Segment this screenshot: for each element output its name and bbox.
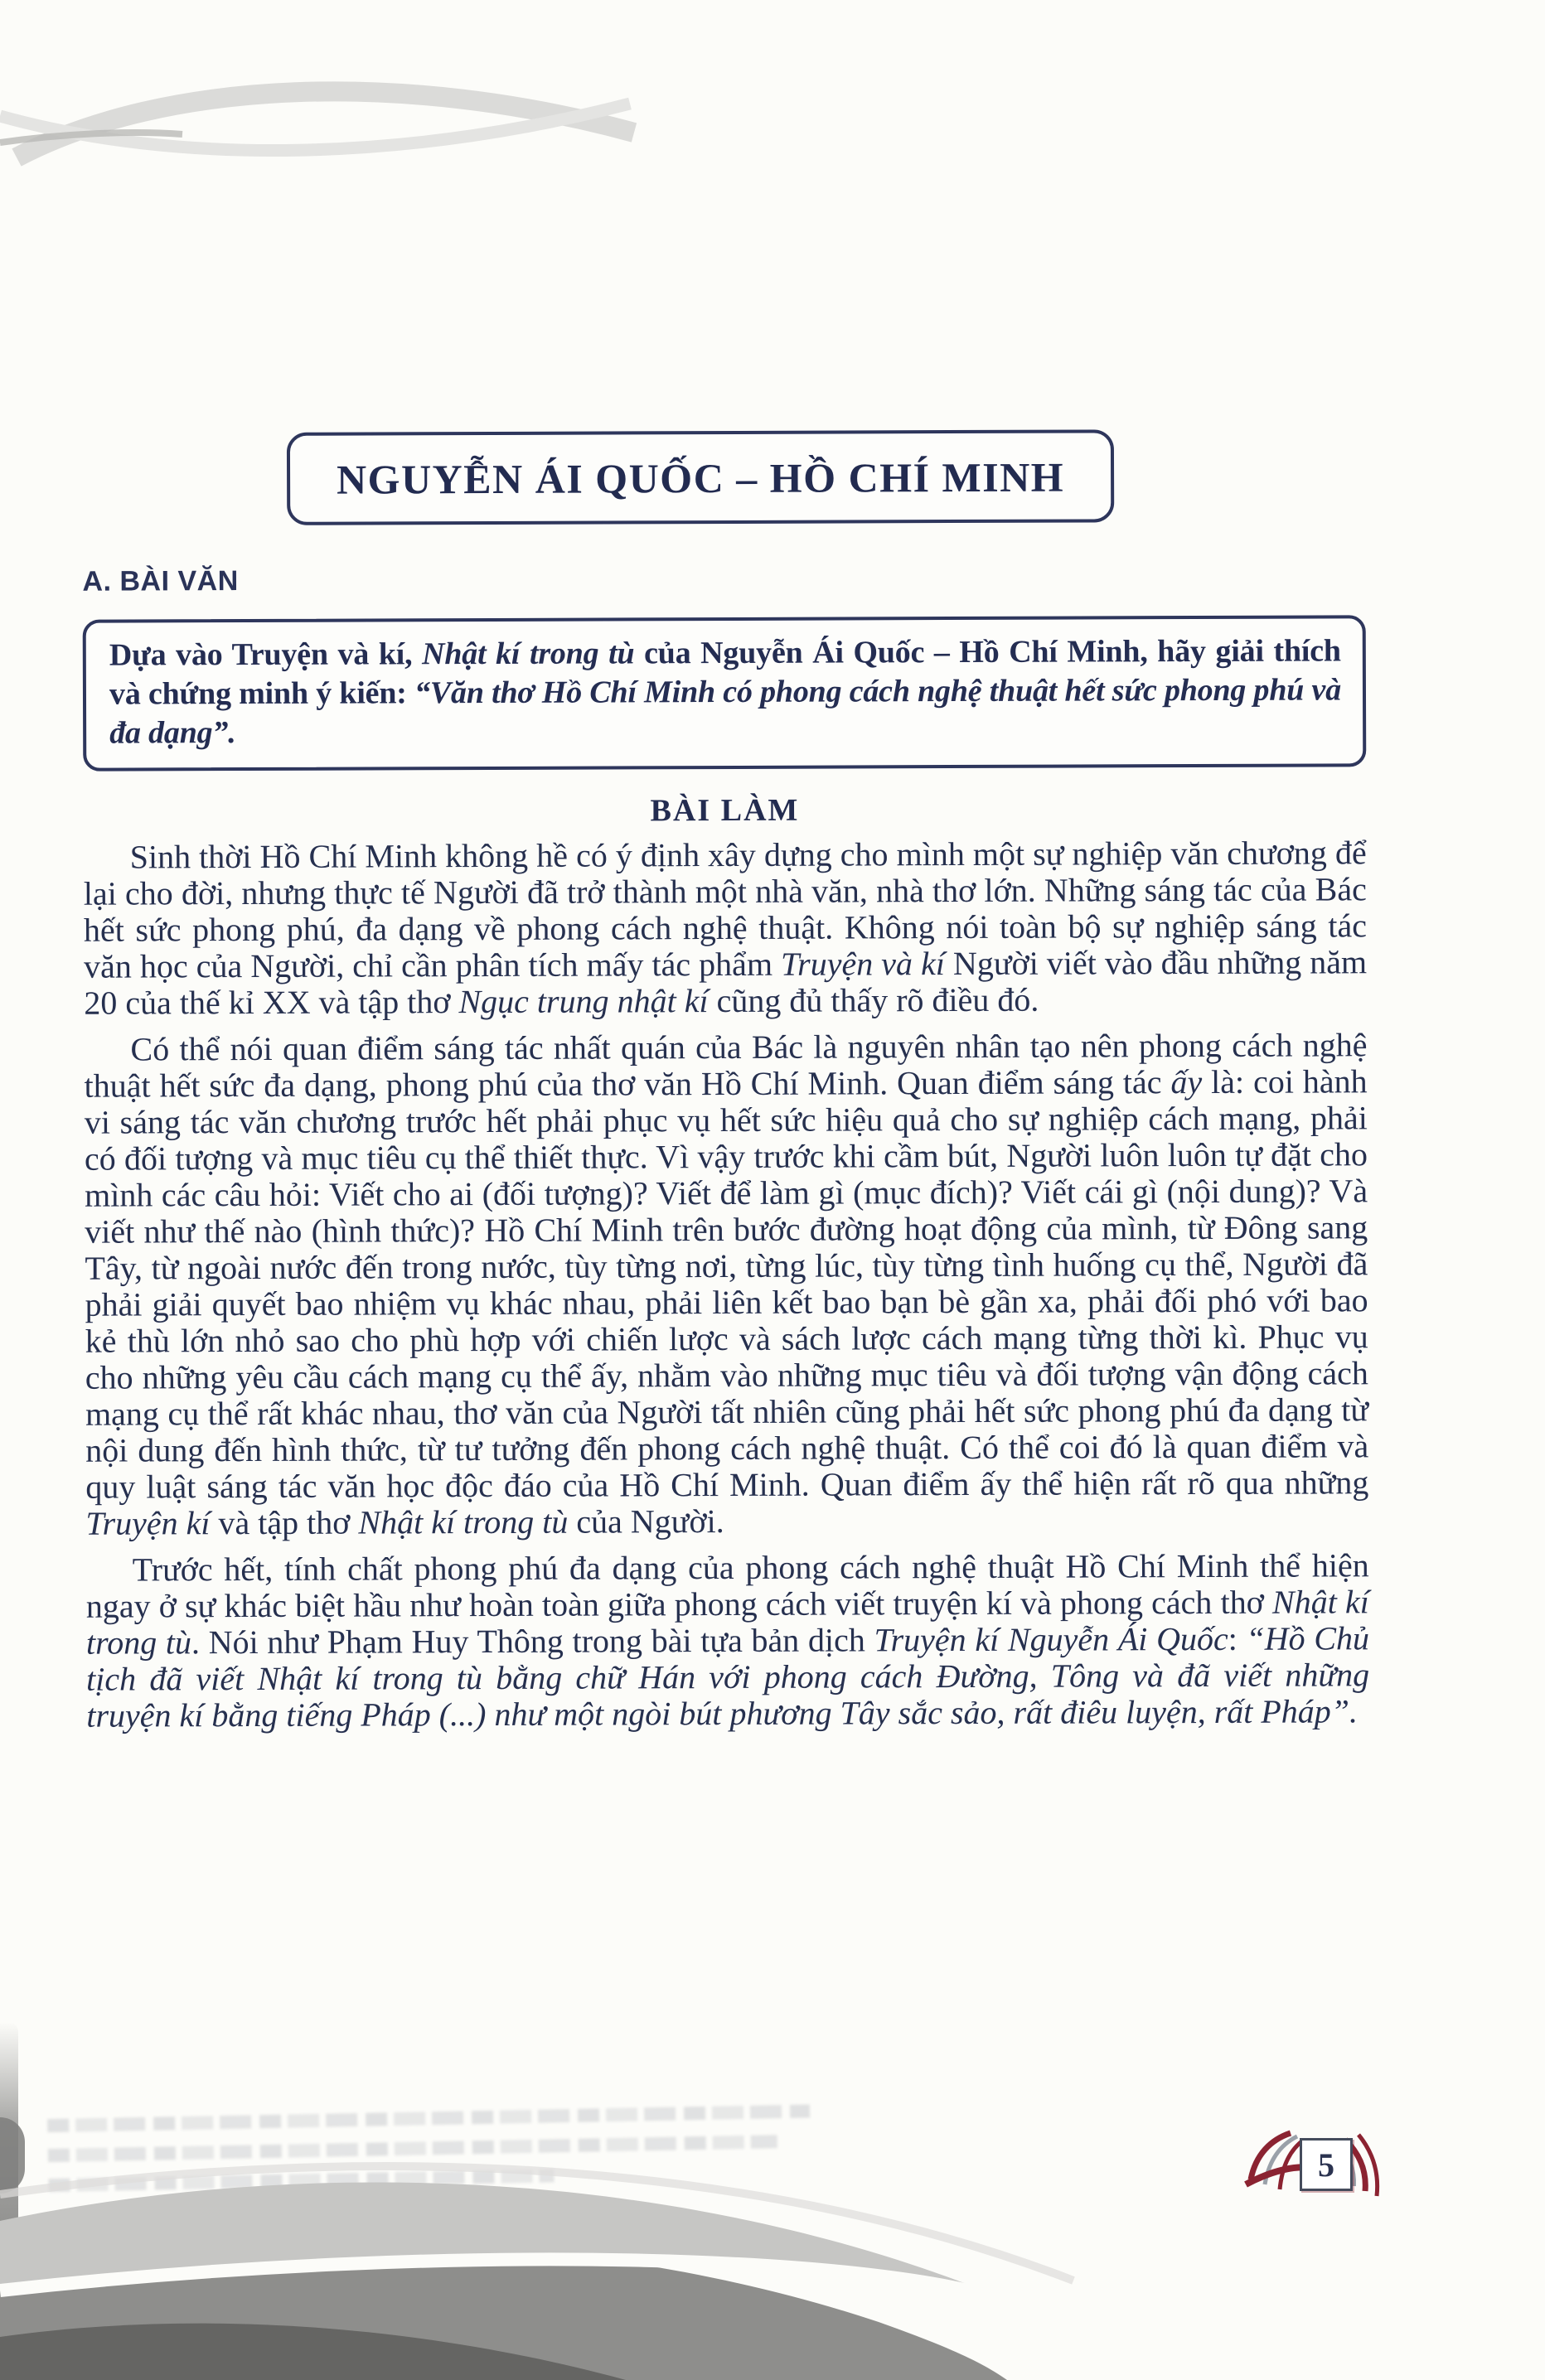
chapter-title-box [287,429,1115,525]
essay-paragraph: Sinh thời Hồ Chí Minh không hề có ý định xây dựng cho mình một sự nghiệp văn chương để lại cho đời, nhưng thực tế Người đã trở thành một nhà văn, nhà thơ lớn. Những sáng tác của Bác hết sức phong phú, đa dạng về phong cách nghệ thuật. Không nói toàn bộ sự nghiệp sáng tác văn học của Người, chỉ cần phân tích mấy tác phẩm Truyện và kí Người viết vào đầu những năm 20 của thế kỉ XX và tập thơ Ngục trung nhật kí cũng đủ thấy rõ điều đó. [83,834,1368,1022]
essay-paragraph: Trước hết, tính chất phong phú đa dạng của phong cách nghệ thuật Hồ Chí Minh thể hiện ngay ở sự khác biệt hầu như hoàn toàn giữa phong cách viết truyện kí và phong cách thơ Nhật kí trong tù. Nói như Phạm Huy Thông trong bài tựa bản dịch Truyện kí Nguyễn Ái Quốc: “Hồ Chủ tịch đã viết Nhật kí trong tù bằng chữ Hán với phong cách Đường, Tông và đã viết những truyện kí bằng tiếng Pháp (...) như một ngòi bút phương Tây sắc sảo, rất điêu luyện, rất Pháp”. [85,1546,1370,1734]
essay-prompt: Dựa vào Truyện và kí, Nhật kí trong tù của Nguyễn Ái Quốc – Hồ Chí Minh, hãy giải thích và chứng minh ý kiến: “Văn thơ Hồ Chí Minh có phong cách nghệ thuật hết sức phong phú và đa dạng”. [109,633,1342,751]
essay-paragraph: Có thể nói quan điểm sáng tác nhất quán của Bác là nguyên nhân tạo nên phong cách nghệ thuật hết sức đa dạng, phong phú của thơ văn Hồ Chí Minh. Quan điểm sáng tác ấy là: coi hành vi sáng tác văn chương trước hết phải phục vụ hết sức hiệu quả cho sự nghiệp cách mạng, phải có đối tượng và mục tiêu cụ thể thiết thực. Vì vậy trước khi cầm bút, Người luôn luôn tự đặt cho mình các câu hỏi: Viết cho ai (đối tượng)? Viết để làm gì (mục đích)? Viết cái gì (nội dung)? Và viết như thế nào (hình thức)? Hồ Chí Minh trên bước đường hoạt động của mình, từ Đông sang Tây, từ ngoài nước đến trong nước, tùy từng nơi, từng lúc, tùy từng tình huống cụ thể, Người đã phải giải quyết bao nhiệm vụ khác nhau, phải liên kết bao bạn bè gần xa, phải đối phó với bao kẻ thù lớn nhỏ sao cho phù hợp với chiến lược và sách lược cách mạng từng thời kì. Phục vụ cho những yêu cầu cách mạng cụ thể ấy, nhằm vào những mục tiêu và đối tượng vận động cách mạng cụ thể rất khác nhau, thơ văn của Người tất nhiên cũng phải hết sức phong phú đa dạng từ nội dung đến hình thức, từ tư tưởng đến phong cách nghệ thuật. Có thể coi đó là quan điểm và quy luật sáng tác văn học độc đáo của Hồ Chí Minh. Quan điểm ấy thể hiện rất rõ qua những Truyện kí và tập thơ Nhật kí trong tù của Người. [84,1026,1369,1542]
bleed-line [47,2104,810,2132]
bleed-line [48,2135,777,2162]
page-bleed-through [47,2104,836,2208]
page-number: 5 [1300,2138,1353,2191]
bleed-line [48,2169,554,2192]
essay-heading: BÀI LÀM [650,792,800,829]
left-edge-blob [0,2117,25,2194]
section-a-heading: A. BÀI VĂN [82,565,239,597]
essay-prompt-box [83,615,1367,771]
page-content [80,0,1369,1744]
left-edge-shading [0,2022,18,2378]
essay-body [84,834,1370,1734]
chapter-title: NGUYỄN ÁI QUỐC – HỒ CHÍ MINH [336,453,1065,503]
